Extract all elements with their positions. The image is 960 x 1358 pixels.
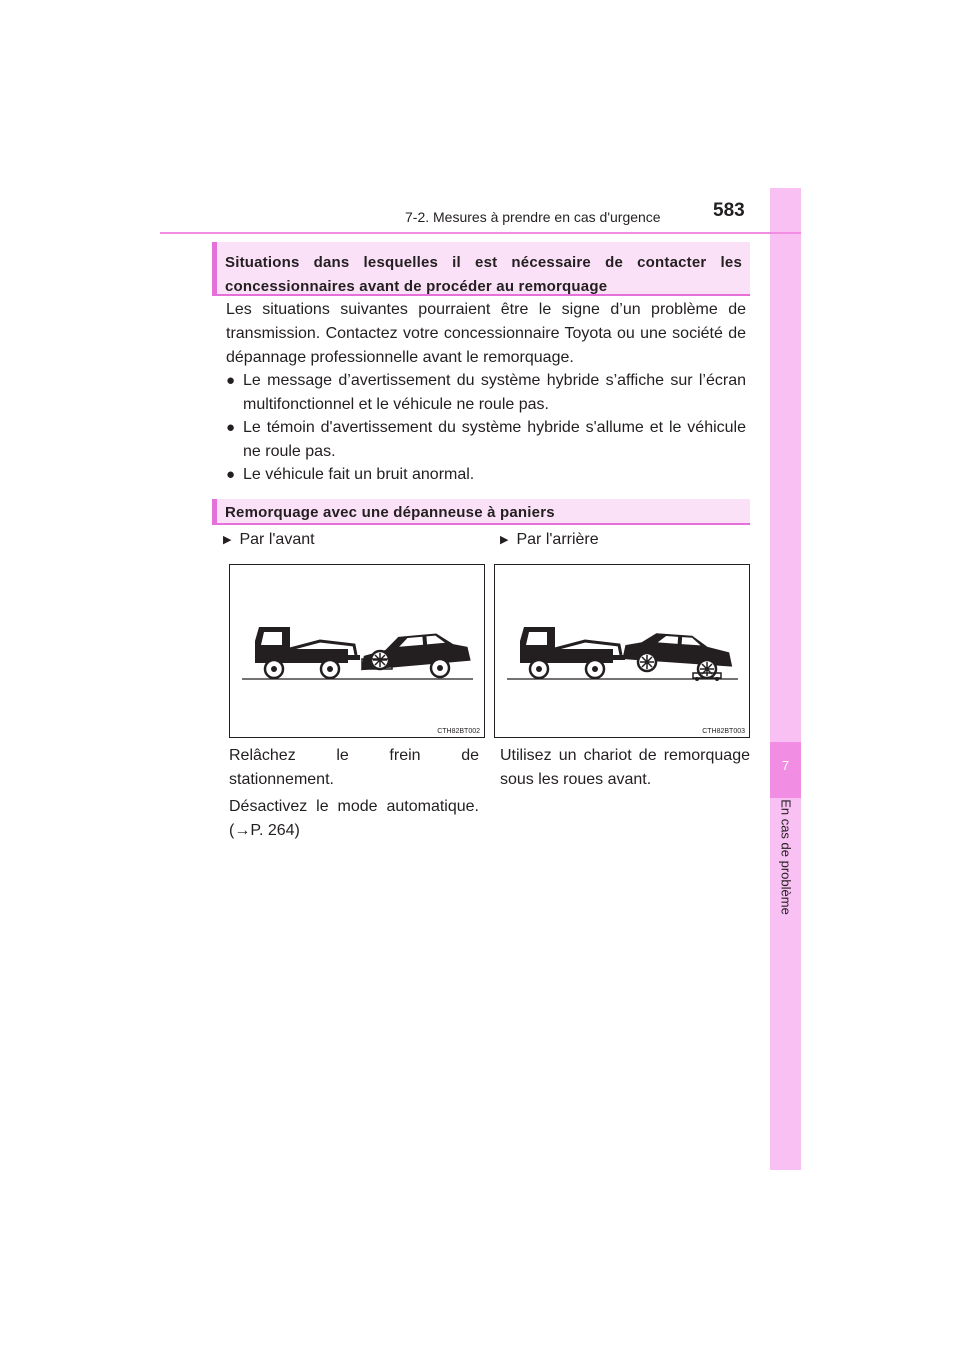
column-paragraph: Relâchez le frein de stationnement. — [229, 747, 479, 788]
column-paragraph: Désactivez le mode automatique. (→P. 264) — [229, 798, 479, 839]
section-heading-accent — [212, 499, 217, 525]
section-heading-accent — [212, 242, 217, 296]
tow-truck-rear-illustration — [495, 565, 751, 739]
chapter-tab — [770, 188, 801, 1170]
list-item-text: Le message d’avertissement du système hybride s’affiche sur l’écran multifonctionnel et le véhicule ne roule pas. — [243, 372, 746, 413]
section-heading-wheel-lift — [212, 499, 750, 525]
column-heading-text: Par l'arrière — [516, 531, 599, 548]
column-heading-rear — [500, 531, 599, 549]
bullet-icon: ● — [226, 419, 236, 436]
chapter-number: 7 — [781, 758, 790, 773]
section-heading-contact-dealer — [212, 242, 750, 296]
running-header-title: 7-2. Mesures à prendre en cas d'urgence — [405, 209, 661, 225]
intro-paragraph: Les situations suivantes pourraient être le signe d’un problème de transmission. Contactez votre concessionnaire Toyota ou une société de dépannage professionnelle avant le remorquage. — [226, 301, 746, 366]
chapter-label: En cas de problème — [778, 799, 794, 915]
figure-rear-tow — [494, 564, 750, 738]
figure-front-tow — [229, 564, 485, 738]
section-heading-title: Remorquage avec une dépanneuse à paniers — [225, 504, 555, 521]
page-number: 583 — [713, 200, 745, 221]
column-heading-front — [223, 531, 315, 549]
list-item-text: Le véhicule fait un bruit anormal. — [243, 466, 475, 483]
header-rule — [160, 232, 801, 234]
triangle-bullet-icon: ▶ — [500, 534, 509, 546]
triangle-bullet-icon: ▶ — [223, 534, 232, 546]
tow-truck-front-illustration — [230, 565, 486, 739]
bullet-icon: ● — [226, 372, 236, 389]
section-heading-title: Situations dans lesquelles il est nécessaire de contacter les concessionnaires avant de procéder au remorquage — [225, 254, 742, 295]
column-heading-text: Par l'avant — [239, 531, 315, 548]
list-item-text: Le témoin d'avertissement du système hybride s'allume et le véhicule ne roule pas. — [243, 419, 746, 460]
figure-code: CTH82BT002 — [437, 728, 480, 735]
column-paragraph: Utilisez un chariot de remorquage sous les roues avant. — [500, 747, 750, 788]
bullet-icon: ● — [226, 466, 236, 483]
figure-code: CTH82BT003 — [702, 728, 745, 735]
